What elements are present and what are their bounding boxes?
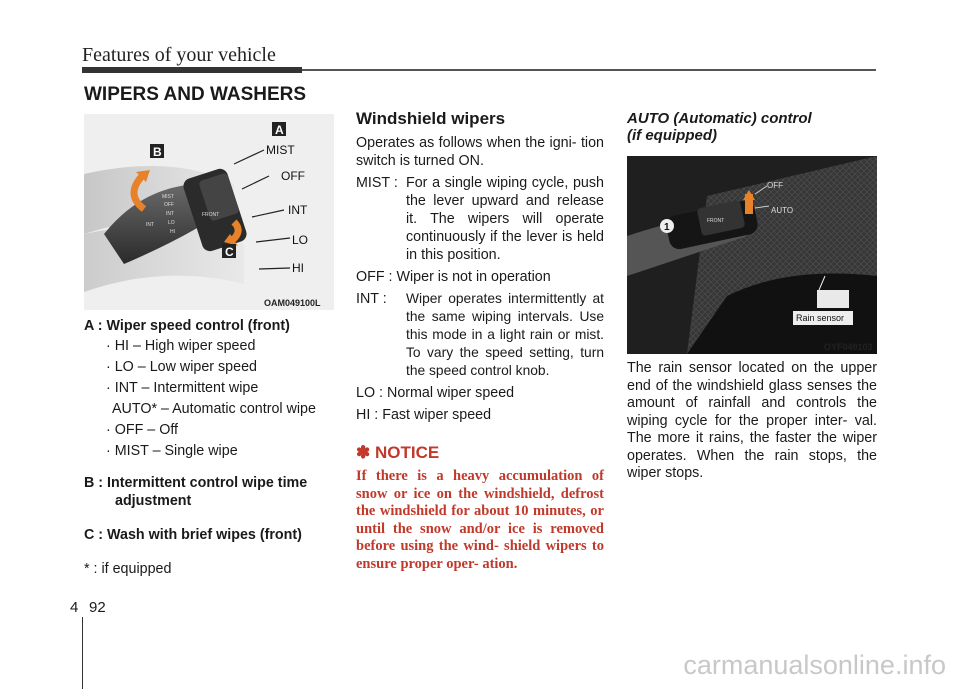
callout-c: C xyxy=(225,245,234,259)
footnote: * : if equipped xyxy=(84,561,172,577)
a-item-lo: · LO – Low wiper speed xyxy=(106,359,257,375)
auto-heading-2: (if equipped) xyxy=(627,127,717,144)
lever-label-off: OFF xyxy=(164,202,174,208)
footer-rule xyxy=(82,617,83,689)
label-int: INT xyxy=(288,203,308,217)
windshield-wipers-heading: Windshield wipers xyxy=(356,109,506,128)
lever-label-lo: LO xyxy=(168,220,175,226)
a-item-int: · INT – Intermittent wipe xyxy=(106,380,259,396)
callout-b: B xyxy=(153,145,162,159)
callout-a: A xyxy=(275,123,284,137)
section-title: WIPERS AND WASHERS xyxy=(84,84,307,105)
rain-sensor-body: The rain sensor located on the upper end of the windshield glass senses the amount of rainfall and controls the wiping cycle for the proper inter- val. The more it rains, the faster the wiper operates. When the rain stops, the wiper stops. xyxy=(627,360,877,481)
middle-column-text xyxy=(356,110,604,573)
header-rule-thin xyxy=(302,69,876,71)
hi-line: HI : Fast wiper speed xyxy=(356,407,492,423)
label-off-2: OFF xyxy=(767,181,783,190)
label-mist: MIST xyxy=(266,143,295,157)
label-rain-sensor: Rain sensor xyxy=(796,313,845,323)
callout-1: 1 xyxy=(664,222,670,233)
notice-body: If there is a heavy accumulation of snow or ice on the windshield, defrost the windshield for about 10 minutes, or until the snow and/or ice is removed before using the wind- shield wipers to ensure proper oper- ation. xyxy=(356,468,604,572)
label-hi: HI xyxy=(292,261,304,275)
lo-line: LO : Normal wiper speed xyxy=(356,385,515,401)
int-entry xyxy=(356,290,604,380)
b-heading-1: B : Intermittent control wipe time xyxy=(84,475,308,491)
header-rule-thick xyxy=(82,67,302,73)
page-header-title: Features of your vehicle xyxy=(82,44,276,66)
wiper-lever-illustration xyxy=(84,114,334,310)
lever-label-int: INT xyxy=(146,222,155,228)
rain-sensor-illustration xyxy=(627,156,877,354)
int-key: INT : xyxy=(356,291,387,307)
lever-label-front-2: FRONT xyxy=(707,218,725,224)
notice-title: ✽ NOTICE xyxy=(356,443,440,462)
a-item-off: · OFF – Off xyxy=(106,422,179,438)
a-item-mist: · MIST – Single wipe xyxy=(106,443,238,459)
label-lo: LO xyxy=(292,233,309,247)
auto-heading-1: AUTO (Automatic) control xyxy=(627,110,812,127)
a-item-auto: AUTO* – Automatic control wipe xyxy=(112,401,316,417)
left-image-code: OAM049100L xyxy=(264,298,321,308)
intro-text: Operates as follows when the igni- tion switch is turned ON. xyxy=(356,135,604,169)
mist-text: For a single wiping cycle, push the lever upward and release it. The wipers will operate continuously if the lever is held in this position. xyxy=(406,175,604,263)
mist-key: MIST : xyxy=(356,175,398,191)
a-heading: A : Wiper speed control (front) xyxy=(84,318,290,334)
label-auto: AUTO xyxy=(771,206,794,215)
mist-entry xyxy=(356,174,604,264)
label-off: OFF xyxy=(281,169,305,183)
chapter-number: 4 xyxy=(70,599,79,616)
lever-label-mist: MIST xyxy=(162,194,174,200)
lever-label-front: FRONT xyxy=(202,212,220,218)
left-column-text xyxy=(84,316,344,578)
b-heading-2: adjustment xyxy=(115,493,192,509)
c-heading: C : Wash with brief wipes (front) xyxy=(84,527,302,543)
lever-label-hi: HI xyxy=(170,229,175,235)
int-text: Wiper operates intermittently at the same wiping intervals. Use this mode in a light rain or mist. To vary the speed setting, turn the speed control knob. xyxy=(406,291,604,378)
lever-label-int2: INT xyxy=(166,211,175,217)
a-item-hi: · HI – High wiper speed xyxy=(106,338,256,354)
auto-heading xyxy=(627,110,877,144)
watermark: carmanualsonline.info xyxy=(683,650,946,680)
right-image-code: OYF049103 xyxy=(824,342,873,352)
page-number: 92 xyxy=(89,599,106,616)
off-line: OFF : Wiper is not in operation xyxy=(356,269,551,285)
